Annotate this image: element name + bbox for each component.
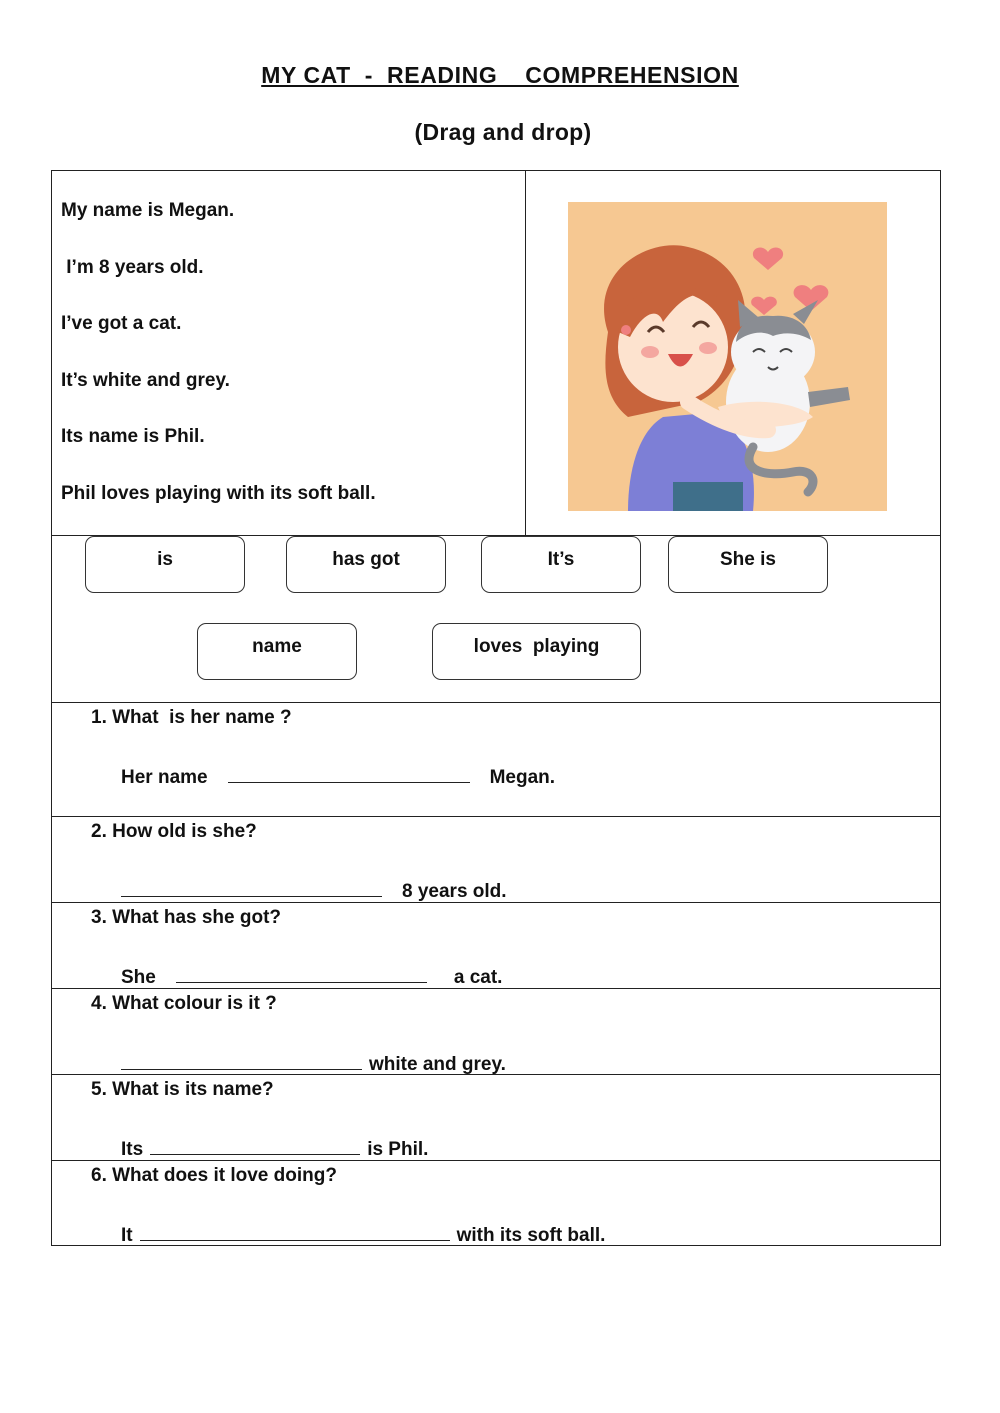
answer-4-after: white and grey. <box>369 1054 506 1075</box>
answer-2 <box>121 878 507 903</box>
story-line: I’ve got a cat. <box>61 313 182 334</box>
girl-hugging-cat-illustration <box>568 202 887 511</box>
question-4: 4. What colour is it ? <box>91 993 277 1014</box>
story-line: Its name is Phil. <box>61 426 205 447</box>
question-5: 5. What is its name? <box>91 1079 274 1100</box>
answer-6-after: with its soft ball. <box>456 1225 606 1246</box>
answer-1-after: Megan. <box>489 767 556 788</box>
hearts-icon <box>751 248 828 315</box>
answer-3 <box>121 964 502 989</box>
answer-3-before: She <box>121 967 156 988</box>
word-chip-loves-playing[interactable]: loves playing <box>432 623 641 680</box>
drop-slot-6[interactable] <box>140 1222 450 1241</box>
story-line: It’s white and grey. <box>61 370 230 391</box>
word-chip-its[interactable]: It’s <box>481 536 641 593</box>
question-6: 6. What does it love doing? <box>91 1165 337 1186</box>
row-divider <box>52 816 940 817</box>
answer-5 <box>121 1136 428 1161</box>
word-chip-has-got[interactable]: has got <box>286 536 446 593</box>
answer-5-after: is Phil. <box>367 1139 429 1160</box>
story-divider <box>525 171 526 535</box>
story-line: Phil loves playing with its soft ball. <box>61 483 376 504</box>
word-chip-she-is[interactable]: She is <box>668 536 828 593</box>
drop-slot-1[interactable] <box>228 764 470 783</box>
story-line: I’m 8 years old. <box>61 257 204 278</box>
drop-slot-3[interactable] <box>176 964 427 983</box>
story-line: My name is Megan. <box>61 200 235 221</box>
question-2: 2. How old is she? <box>91 821 257 842</box>
worksheet-subtitle: (Drag and drop) <box>414 119 592 145</box>
answer-6-before: It <box>121 1225 133 1246</box>
answer-2-after: 8 years old. <box>402 881 507 902</box>
drop-slot-5[interactable] <box>150 1136 360 1155</box>
drop-slot-2[interactable] <box>121 878 382 897</box>
worksheet-title: MY CAT - READING COMPREHENSION <box>261 62 739 88</box>
answer-1-before: Her name <box>121 767 208 788</box>
answer-5-before: Its <box>121 1139 144 1160</box>
worksheet-table <box>51 170 941 1246</box>
word-chip-name[interactable]: name <box>197 623 357 680</box>
drop-slot-4[interactable] <box>121 1051 362 1070</box>
question-3: 3. What has she got? <box>91 907 282 928</box>
question-1: 1. What is her name ? <box>91 707 292 728</box>
answer-4 <box>121 1051 506 1076</box>
girl-cat-drawing <box>568 202 887 511</box>
word-chip-is[interactable]: is <box>85 536 245 593</box>
answer-1 <box>121 764 555 789</box>
answer-6 <box>121 1222 605 1247</box>
answer-3-after: a cat. <box>453 967 503 988</box>
row-divider <box>52 702 940 703</box>
